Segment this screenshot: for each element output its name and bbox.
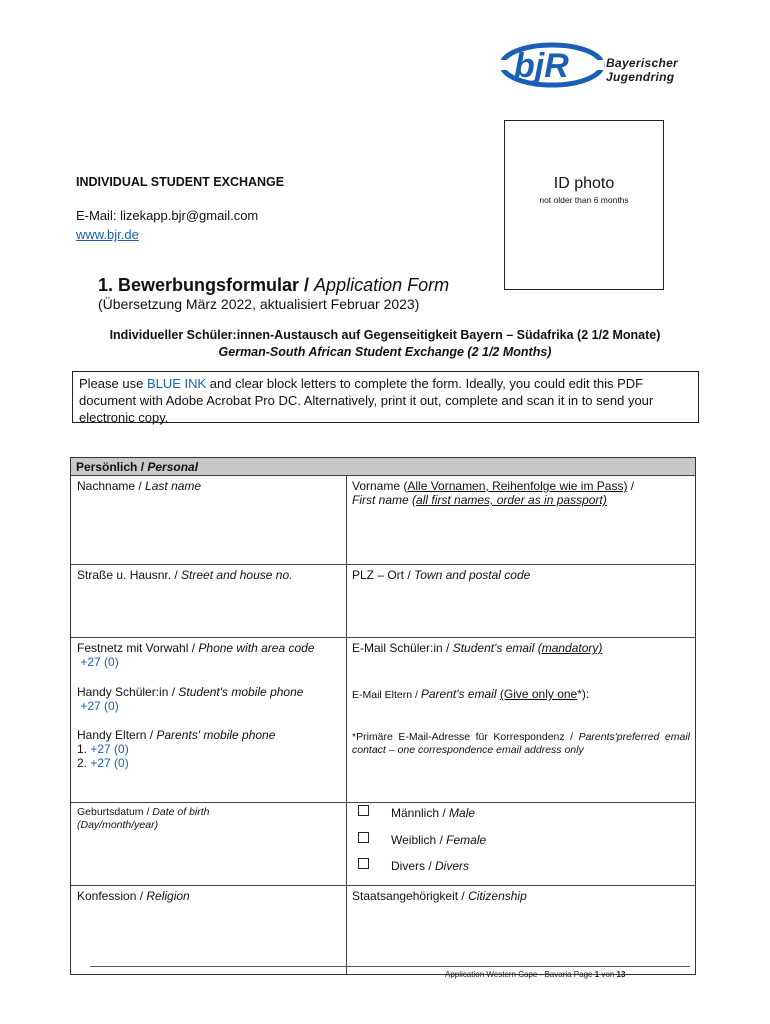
student-email-label-en: Student's email [452, 641, 538, 655]
gender-male-checkbox[interactable] [358, 805, 369, 816]
parent-email-give-one: (Give only one [499, 687, 578, 701]
form-heading [98, 275, 449, 296]
gender-divers-label [387, 857, 587, 875]
row-divider [71, 564, 695, 565]
website-link[interactable]: www.bjr.de [76, 227, 139, 242]
parents-mobile-label-en: Parents' mobile phone [156, 728, 276, 742]
dob-label-de: Geburtsdatum / [77, 806, 153, 818]
page-footer [445, 970, 625, 979]
religion-label-de: Konfession / [77, 889, 147, 903]
program-title-en: German-South African Student Exchange (2 1/2 Months) [218, 345, 552, 359]
exchange-title: INDIVIDUAL STUDENT EXCHANGE [76, 175, 285, 189]
footer-of: von [599, 970, 617, 979]
first-name-label-en: First name ( [352, 493, 417, 507]
gender-female-label [387, 831, 587, 849]
last-name-label-en: Last name [145, 479, 202, 493]
logo-wordmark [606, 56, 678, 84]
phone-field[interactable] [73, 639, 343, 679]
form-heading-en: Application Form [314, 275, 450, 295]
contact-email [76, 208, 258, 223]
citizenship-label-en: Citizenship [468, 889, 527, 903]
program-title-de: Individueller Schüler:innen-Austausch auf Gegenseitigkeit Bayern – Südafrika (2 1/2 Monate) [109, 328, 661, 342]
parent-email-label-de: E-Mail Eltern / [352, 689, 421, 701]
form-heading-de: 1. Bewerbungsformular / [98, 275, 315, 295]
photo-title: ID photo [553, 175, 615, 192]
section-title-en: Personal [147, 460, 199, 474]
gender-divers-de: Divers / [391, 859, 436, 873]
parent-email-end: *): [577, 687, 590, 701]
student-email-mandatory: (mandatory) [537, 641, 603, 655]
primary-email-note-de: *Primäre E-Mail-Adresse für Korrespondenz / [352, 731, 579, 743]
gender-divers-en: Divers [435, 859, 470, 873]
mobile-label-en: Student's mobile phone [178, 685, 304, 699]
footer-page: 1 [594, 970, 600, 979]
street-label-en: Street and house no. [181, 568, 293, 582]
dob-label-en: Date of birth [152, 806, 210, 818]
primary-email-note-en: Parents'preferred email contact – one correspondence email address only [352, 731, 690, 756]
row-divider [71, 885, 695, 886]
town-label-en: Town and postal code [414, 568, 531, 582]
personal-table [70, 457, 696, 975]
phone-prefix: +27 (0) [80, 655, 119, 669]
street-label-de: Straße u. Hausnr. / [77, 568, 182, 582]
dob-format: (Day/month/year) [77, 819, 159, 831]
parents-mobile-label-de: Handy Eltern / [77, 728, 157, 742]
photo-subtitle: not older than 6 months [539, 195, 629, 205]
logo-mark: bjR [514, 47, 569, 85]
parent-email-field[interactable] [348, 685, 694, 705]
logo-line1: Bayerischer [606, 56, 679, 70]
gender-male-de: Männlich / [391, 806, 450, 820]
mobile-label-de: Handy Schüler:in / [77, 685, 179, 699]
instruction-text-after: and clear block letters to complete the form. Ideally, you could edit this PDF document with Adobe Acrobat Pro DC. Alternatively, print it out, complete and scan it in to send your electronic copy. [79, 376, 654, 425]
mobile-prefix: +27 (0) [80, 699, 119, 713]
footer-rule [90, 966, 690, 967]
student-email-field[interactable] [348, 639, 694, 659]
gender-female-checkbox[interactable] [358, 832, 369, 843]
student-email-label-de: E-Mail Schüler:in / [352, 641, 453, 655]
citizenship-label-de: Staatsangehörigkeit / [352, 889, 469, 903]
email-value: lizekapp.bjr@gmail.com [120, 208, 259, 223]
town-field[interactable] [348, 566, 694, 636]
phone-label-en: Phone with area code [198, 641, 315, 655]
instruction-highlight: BLUE INK [146, 376, 207, 391]
id-photo-box[interactable] [504, 120, 664, 290]
gender-female-en: Female [446, 833, 487, 847]
town-label-de: PLZ – Ort / [352, 568, 415, 582]
instruction-text-before: Please use [79, 376, 147, 391]
row-divider [71, 637, 695, 638]
logo-line2: Jugendring [606, 70, 675, 84]
instruction-box [72, 371, 699, 423]
parents-mobile-2-number: 2. [77, 756, 91, 770]
parents-mobile-field[interactable] [73, 726, 343, 786]
parents-mobile-2-value: +27 (0) [90, 756, 129, 770]
email-label: E-Mail: [76, 208, 121, 223]
street-field[interactable] [73, 566, 343, 636]
last-name-label-de: Nachname / [77, 479, 146, 493]
first-name-label-de-underlined: Alle Vornamen, Reihenfolge wie im Pass) [407, 479, 628, 493]
student-mobile-field[interactable] [73, 683, 343, 723]
first-name-separator: / [627, 479, 635, 493]
first-name-label-en-underlined: all first names, order as in passport) [416, 493, 607, 507]
parent-email-label-en: Parent's email [420, 687, 500, 701]
section-header [71, 458, 695, 475]
first-name-field[interactable] [348, 477, 694, 563]
religion-field[interactable] [73, 887, 343, 972]
row-divider [71, 802, 695, 803]
first-name-label-de: Vorname ( [352, 479, 408, 493]
gender-female-de: Weiblich / [391, 833, 447, 847]
form-subheading: (Übersetzung März 2022, aktualisiert Februar 2023) [98, 296, 420, 312]
column-divider [346, 475, 347, 974]
primary-email-note [348, 729, 694, 769]
religion-label-en: Religion [146, 889, 190, 903]
last-name-field[interactable] [73, 477, 343, 563]
phone-label-de: Festnetz mit Vorwahl / [77, 641, 199, 655]
footer-text: Application Western Cape - Bavaria Page [445, 970, 595, 979]
parents-mobile-1-value: +27 (0) [90, 742, 129, 756]
gender-divers-checkbox[interactable] [358, 858, 369, 869]
footer-total: 13 [616, 970, 626, 979]
citizenship-field[interactable] [348, 887, 694, 972]
gender-male-en: Male [449, 806, 476, 820]
parents-mobile-1-number: 1. [77, 742, 91, 756]
section-title-de: Persönlich / [76, 460, 148, 474]
gender-male-label [387, 804, 587, 822]
row-divider [71, 475, 695, 476]
dob-field[interactable] [73, 804, 343, 884]
